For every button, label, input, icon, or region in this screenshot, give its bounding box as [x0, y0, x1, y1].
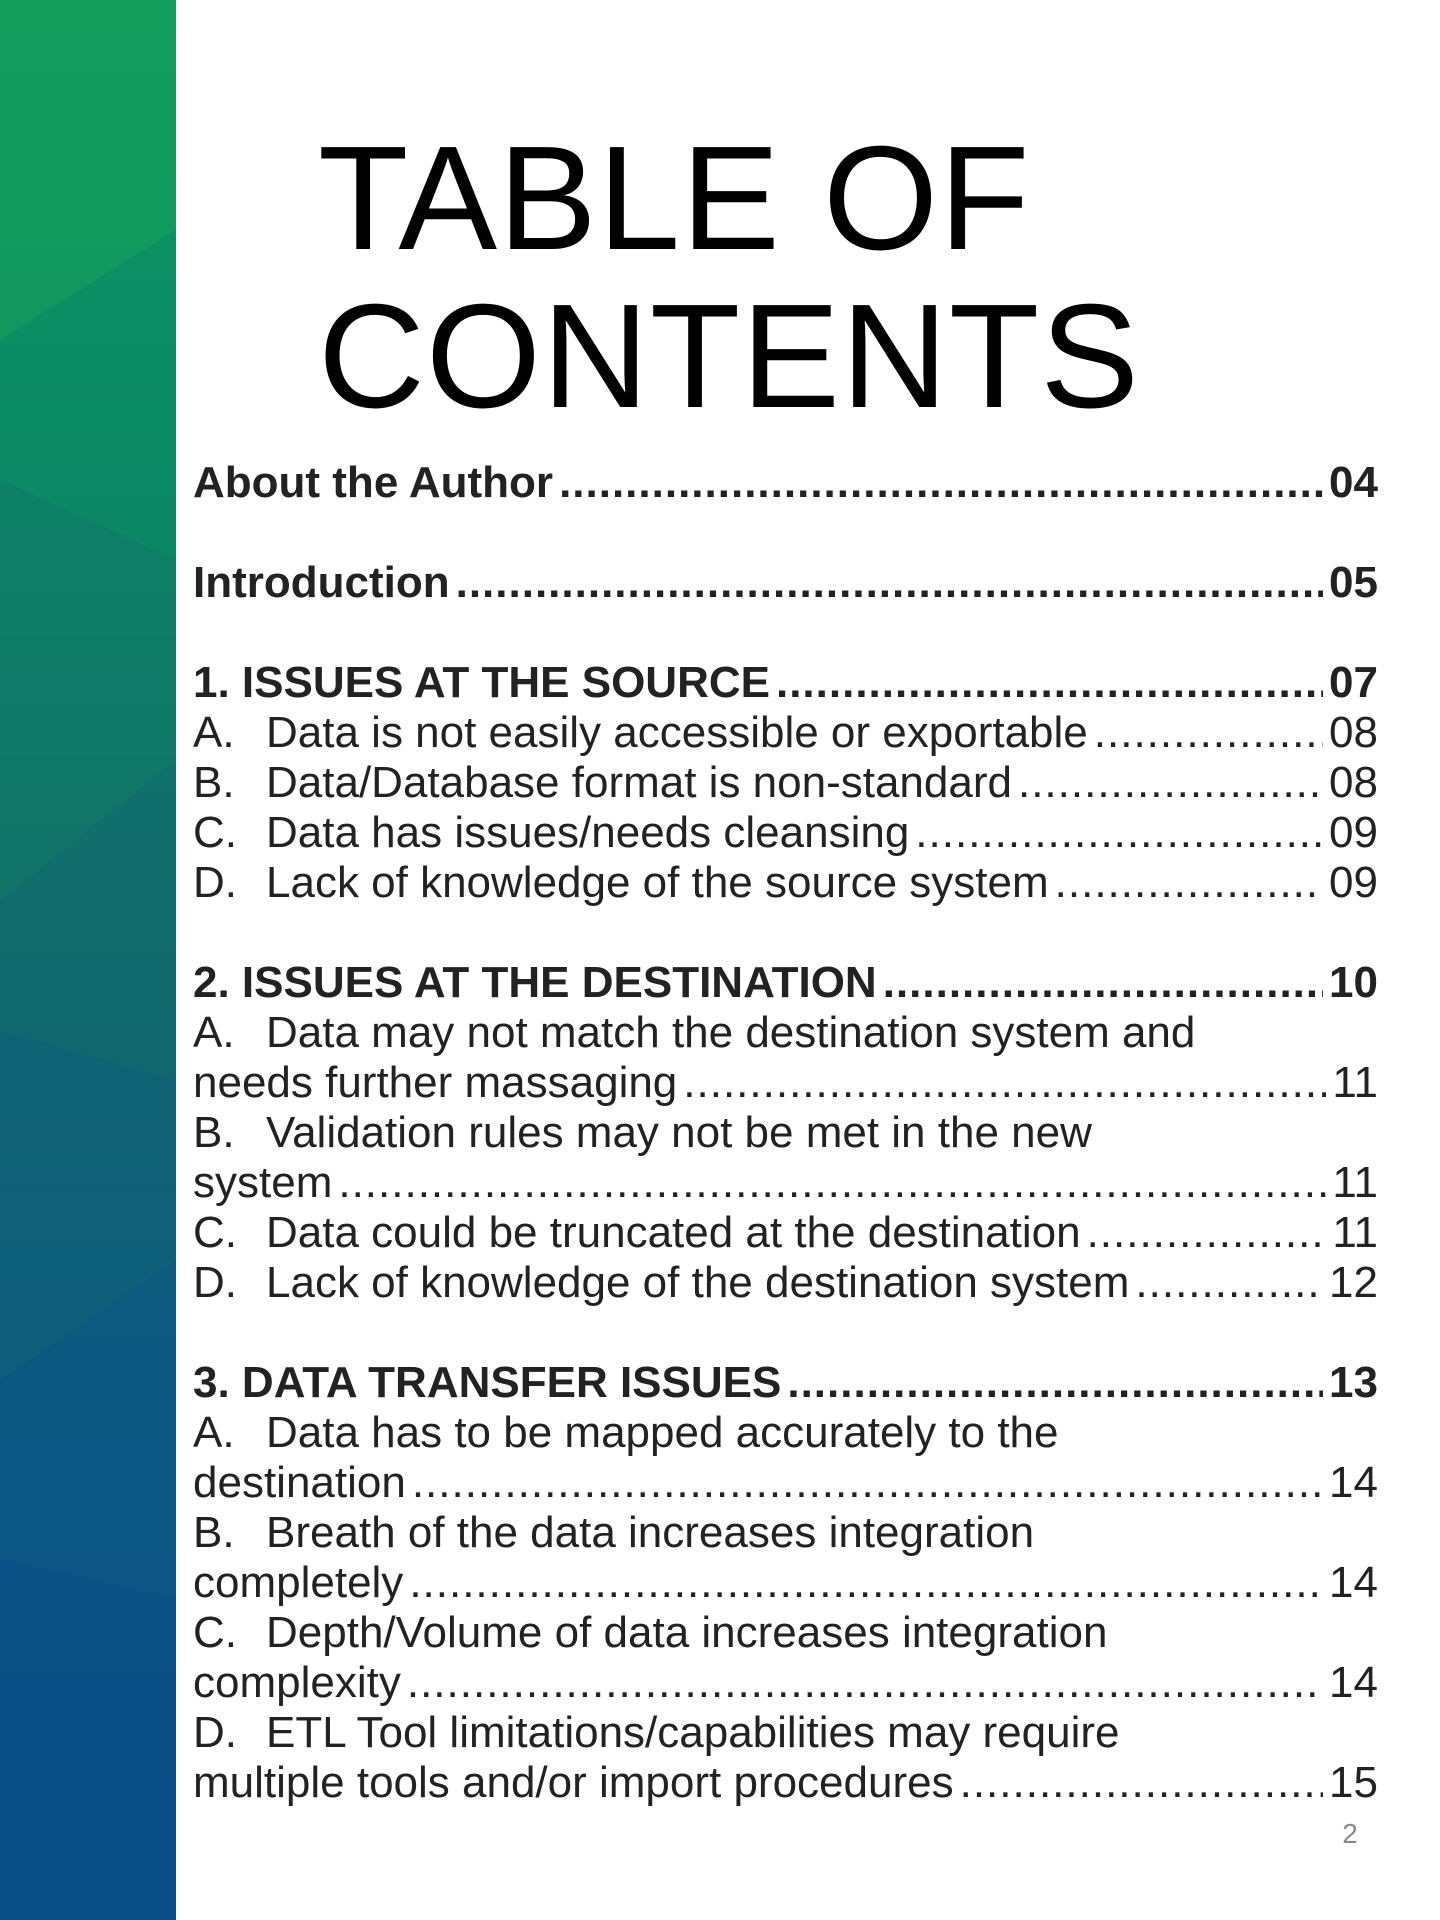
- toc-item-line: [193, 708, 1378, 758]
- toc-item-text: Breath of the data increases integration: [266, 1508, 1035, 1557]
- toc-item-text: complexity: [193, 1658, 401, 1707]
- dot-leader: [787, 1358, 1323, 1408]
- toc-page-number: 08: [1329, 708, 1378, 757]
- toc-item-letter: A.: [193, 1008, 235, 1057]
- toc-item[interactable]: [193, 1608, 1378, 1708]
- toc-item-text: Data/Database format is non-standard: [266, 758, 1012, 807]
- toc-section-label: About the Author: [193, 458, 554, 507]
- toc-item-line: [193, 1158, 1378, 1208]
- toc-item-text: Data is not easily accessible or exportable: [266, 708, 1088, 757]
- toc-item-letter: B.: [193, 758, 235, 807]
- dot-leader: [1018, 758, 1323, 808]
- toc-section-intro: [193, 558, 1378, 608]
- toc-item-line: [193, 1108, 1378, 1158]
- toc-item-text: Depth/Volume of data increases integration: [266, 1608, 1108, 1657]
- toc-item-letter: B.: [193, 1108, 235, 1157]
- toc-page-number: 05: [1329, 558, 1378, 607]
- toc-item-line: [193, 1208, 1378, 1258]
- dot-leader: [559, 458, 1323, 508]
- toc-section-heading[interactable]: [193, 1358, 1378, 1408]
- toc-item[interactable]: [193, 758, 1378, 808]
- toc-section-s1: [193, 658, 1378, 908]
- toc-item-line: [193, 1058, 1378, 1108]
- toc-item[interactable]: [193, 1408, 1378, 1508]
- toc-item-text: needs further massaging: [193, 1058, 678, 1107]
- dot-leader: [407, 1658, 1323, 1708]
- toc-item-line: [193, 858, 1378, 908]
- decorative-side-band: [0, 0, 176, 1920]
- toc-item-text: Validation rules may not be met in the new: [266, 1108, 1092, 1157]
- toc-item-text: Data may not match the destination system and: [266, 1008, 1196, 1057]
- toc-section-heading[interactable]: [193, 958, 1378, 1008]
- dot-leader: [1087, 1208, 1327, 1258]
- dot-leader: [1055, 858, 1323, 908]
- toc-item[interactable]: [193, 1258, 1378, 1308]
- toc-section-label: 3. DATA TRANSFER ISSUES: [193, 1358, 782, 1407]
- toc-page-number: 15: [1329, 1758, 1378, 1807]
- toc-item-letter: C.: [193, 1208, 237, 1257]
- toc-item-text: Data has to be mapped accurately to the: [266, 1408, 1059, 1457]
- toc-item-text: Lack of knowledge of the source system: [266, 858, 1049, 907]
- toc-item[interactable]: [193, 1208, 1378, 1258]
- dot-leader: [1094, 708, 1323, 758]
- toc-item[interactable]: [193, 1008, 1378, 1108]
- toc-item[interactable]: [193, 858, 1378, 908]
- toc-page-number: 09: [1329, 808, 1378, 857]
- toc-item-line: [193, 1408, 1378, 1458]
- page-title: [318, 116, 1318, 439]
- toc-item-text: Data could be truncated at the destination: [266, 1208, 1081, 1257]
- toc-item-line: [193, 1508, 1378, 1558]
- toc-item-text: system: [193, 1158, 333, 1207]
- toc-section-about: [193, 458, 1378, 508]
- toc-section-heading[interactable]: [193, 458, 1378, 508]
- toc-page-number: 14: [1329, 1558, 1378, 1607]
- toc-page-number: 14: [1329, 1458, 1378, 1507]
- toc-item[interactable]: [193, 1708, 1378, 1808]
- toc-item-line: [193, 1008, 1378, 1058]
- toc-section-label: Introduction: [193, 558, 450, 607]
- toc-item-letter: C.: [193, 808, 237, 857]
- dot-leader: [456, 558, 1323, 608]
- toc-item-text: destination: [193, 1458, 406, 1507]
- toc-page-number: 04: [1329, 458, 1378, 507]
- title-line-1: TABLE OF: [318, 116, 1031, 281]
- toc-page-number: 09: [1329, 858, 1378, 907]
- toc-item-letter: D.: [193, 858, 237, 907]
- dot-leader: [683, 1058, 1326, 1108]
- toc-item-text: ETL Tool limitations/capabilities may require: [266, 1708, 1120, 1757]
- toc-section-heading[interactable]: [193, 658, 1378, 708]
- toc-item-text: Data has issues/needs cleansing: [266, 808, 910, 857]
- toc-item-text: Lack of knowledge of the destination system: [266, 1258, 1130, 1307]
- table-of-contents: [193, 458, 1378, 1808]
- dot-leader: [960, 1758, 1323, 1808]
- toc-item-text: completely: [193, 1558, 404, 1607]
- toc-item-letter: A.: [193, 708, 235, 757]
- toc-page-number: 08: [1329, 758, 1378, 807]
- toc-item-line: [193, 1708, 1378, 1758]
- toc-page-number: 10: [1329, 958, 1378, 1007]
- toc-item-letter: D.: [193, 1258, 237, 1307]
- toc-page-number: 11: [1332, 1208, 1378, 1257]
- toc-item-letter: C.: [193, 1608, 237, 1657]
- toc-item-letter: A.: [193, 1408, 235, 1457]
- side-band-triangles: [0, 0, 176, 1920]
- toc-page-number: 12: [1329, 1258, 1378, 1307]
- dot-leader: [412, 1458, 1323, 1508]
- toc-item-text: multiple tools and/or import procedures: [193, 1758, 954, 1807]
- dot-leader: [883, 958, 1323, 1008]
- toc-item[interactable]: [193, 708, 1378, 758]
- toc-item-line: [193, 1608, 1378, 1658]
- toc-item-letter: B.: [193, 1508, 235, 1557]
- toc-item-line: [193, 1558, 1378, 1608]
- toc-item-line: [193, 1258, 1378, 1308]
- toc-item-line: [193, 1658, 1378, 1708]
- toc-page-number: 11: [1332, 1058, 1378, 1107]
- toc-item-line: [193, 758, 1378, 808]
- toc-page-number: 13: [1329, 1358, 1378, 1407]
- toc-section-label: 1. ISSUES AT THE SOURCE: [193, 658, 770, 707]
- toc-item-letter: D.: [193, 1708, 237, 1757]
- toc-item-line: [193, 808, 1378, 858]
- toc-item[interactable]: [193, 1108, 1378, 1208]
- dot-leader: [776, 658, 1323, 708]
- toc-item[interactable]: [193, 1508, 1378, 1608]
- dot-leader: [409, 1558, 1323, 1608]
- dot-leader: [338, 1158, 1326, 1208]
- toc-section-heading[interactable]: [193, 558, 1378, 608]
- toc-section-label: 2. ISSUES AT THE DESTINATION: [193, 958, 877, 1007]
- toc-item-line: [193, 1458, 1378, 1508]
- toc-section-s3: [193, 1358, 1378, 1808]
- page-number: 2: [1342, 1818, 1358, 1849]
- toc-page-number: 11: [1332, 1158, 1378, 1207]
- dot-leader: [1135, 1258, 1323, 1308]
- title-line-2: CONTENTS: [318, 274, 1140, 439]
- dot-leader: [915, 808, 1323, 858]
- toc-item-line: [193, 1758, 1378, 1808]
- toc-section-s2: [193, 958, 1378, 1308]
- toc-item[interactable]: [193, 808, 1378, 858]
- toc-page-number: 14: [1329, 1658, 1378, 1707]
- toc-page-number: 07: [1329, 658, 1378, 707]
